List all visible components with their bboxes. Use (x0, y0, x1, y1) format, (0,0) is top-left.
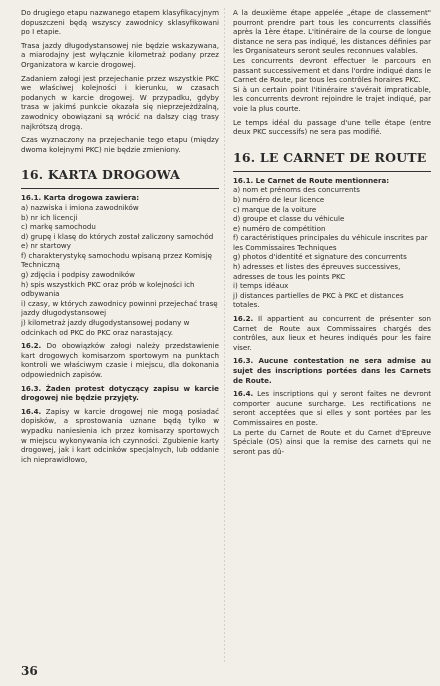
intro-paragraph-1: Do drugiego etapu nazwanego etapem klasyfikacyjnym dopuszczeni będą wszyscy zawodnicy sklasyfikowani po I etapie. (21, 8, 219, 37)
subsection-text: Do obowiązków załogi należy przedstawienie kart drogowych komisarzom sportowym na punktach kontroli we właściwym czasie i miejscu, dla dokonania odpowiednich zapisów. (21, 341, 219, 379)
list-item: d) grupę i klasę do których został zaliczony samochód (21, 231, 214, 241)
list-item: j) kilometraż jazdy długodystansowej podany w odcinkach od PKC do PKC oraz narastający. (21, 318, 190, 337)
list-item: f) charakterystykę samochodu wpisaną przez Komisję Techniczną (21, 250, 213, 270)
subsection-text: Les inscriptions qui y seront faites ne devront comporter aucune surcharge. Les rectifications ne seront acceptées que si elles y sont portées par les Commissaires en poste. (233, 389, 431, 427)
subsection-text: Il appartient au concurrent de présenter son Carnet de Route aux Commissaires chargés des contrôles, aux lieux et heures indiqués pour les faire viser. (233, 314, 431, 352)
list-item: e) numéro de compétition (233, 223, 326, 233)
subsection-number: 16.4. (21, 406, 42, 416)
subsection-16-4 (233, 389, 431, 427)
list-item: h) adresses et listes des épreuves successives, adresses de tous les points PKC (233, 262, 401, 281)
intro-paragraph-4: Czas wyznaczony na przejechanie tego etapu (między dwoma kolejnymi PKC) nie będzie zmieniony. (21, 135, 219, 154)
intro-paragraph-1: A la deuxième étape appelée „étape de classement" pourront prendre part tous les concurrents classifiés après la 1ère étape. L'itinéraire de la course de longue distance ne sera pas indiqué, les distances définies par les Organisateurs seront seules reconnues valables. (233, 8, 431, 56)
column-divider (224, 8, 225, 663)
subsection-number: 16.2. (233, 314, 254, 324)
item-list (21, 203, 219, 337)
subsection-number: 16.2. (21, 341, 42, 351)
list-item: e) nr startowy (21, 241, 71, 251)
subsection-16-1-title: 16.1. Karta drogowa zawiera: (21, 193, 140, 203)
intro-paragraph-3: Si à un certain point l'itinéraire s'avérait impraticable, les concurrents devront rejoindre le trajet indiqué, par voie la plus courte. (233, 84, 431, 113)
list-item: i) temps idéaux (233, 281, 289, 291)
subsection-16-4 (21, 407, 219, 465)
column-polish (21, 8, 219, 464)
subsection-16-2 (21, 341, 219, 379)
list-item: j) distances partielles de PKC à PKC et distances totales. (233, 290, 404, 310)
page-number: 36 (21, 664, 38, 678)
list-item: d) groupe et classe du véhicule (233, 214, 345, 224)
intro-paragraph-3: Zadaniem załogi jest przejechanie przez wszystkie PKC we właściwej kolejności i kierunku, w czasach podanych w karcie drogowej. W przypadku, gdyby trasa w jakimś punkcie okazała się nieprzejeżdżalną, zawodnicy obowiązani są wrócić na dalszy ciąg trasy najkrótszą drogą. (21, 73, 219, 131)
list-item: a) nom et prénoms des concurrents (233, 185, 360, 195)
list-item: g) photos d'identité et signature des concurrents (233, 252, 407, 262)
item-list (233, 185, 431, 310)
list-item: b) numéro de leur licence (233, 194, 325, 204)
list-item: h) spis wszystkich PKC oraz prób w kolejności ich odbywania (21, 279, 195, 299)
subsection-16-3: 16.3. Aucune contestation ne sera admise au sujet des inscriptions portées dans les Carnets de Route. (233, 356, 431, 385)
list-item: b) nr ich licencji (21, 212, 78, 222)
section-heading: 16. LE CARNET DE ROUTE (233, 151, 431, 172)
list-item: c) marque de la voiture (233, 204, 317, 214)
subsection-16-1-title: 16.1. Le Carnet de Route mentionnera: (233, 175, 390, 185)
subsection-16-4-continued: La perte du Carnet de Route et du Carnet d'Epreuve Spéciale (OS) ainsi que la remise des carnets qui ne seront pas dû- (233, 427, 431, 456)
list-item: g) zdjęcia i podpisy zawodników (21, 270, 135, 280)
list-item: i) czasy, w których zawodnicy powinni przejechać trasę jazdy długodystansowej (21, 298, 218, 318)
intro-paragraph-4: Le temps idéal du passage d'une telle étape (entre deux PKC successifs) ne sera pas modifié. (233, 117, 431, 137)
subsection-text: Zapisy w karcie drogowej nie mogą posiadać dopisków, a sprostowania uznane będą tylko w wypadku naniesienia ich przez komisarzy sportowych w miejscu wykonywania ich czynności. Zgubienie karty drogowej, jak i kart odcinków specjalnych, lub oddanie ich nieprawidłowo, (21, 406, 219, 464)
list-item: a) nazwiska i imiona zawodników (21, 202, 139, 212)
subsection-16-2 (233, 314, 431, 352)
intro-paragraph-2: Trasa jazdy długodystansowej nie będzie wskazywana, a miarodajny jest wyłącznie kilometraż podany przez Organizatora w karcie drogowej. (21, 40, 219, 69)
subsection-number: 16.4. (233, 389, 254, 399)
subsection-16-3: 16.3. Żaden protest dotyczący zapisu w karcie drogowej nie będzie przyjęty. (21, 383, 219, 403)
intro-paragraph-2: Les concurrents devront effectuer le parcours en passant successivement et dans l'ordre indiqué dans le Carnet de Route, par tous les contrôles horaires PKC. (233, 55, 431, 85)
column-french (233, 8, 431, 456)
section-heading: 16. KARTA DROGOWA (21, 168, 219, 189)
list-item: f) caractéristiques principales du véhicule inscrites par les Commissaires Techniques (233, 233, 428, 252)
list-item: c) markę samochodu (21, 222, 96, 232)
